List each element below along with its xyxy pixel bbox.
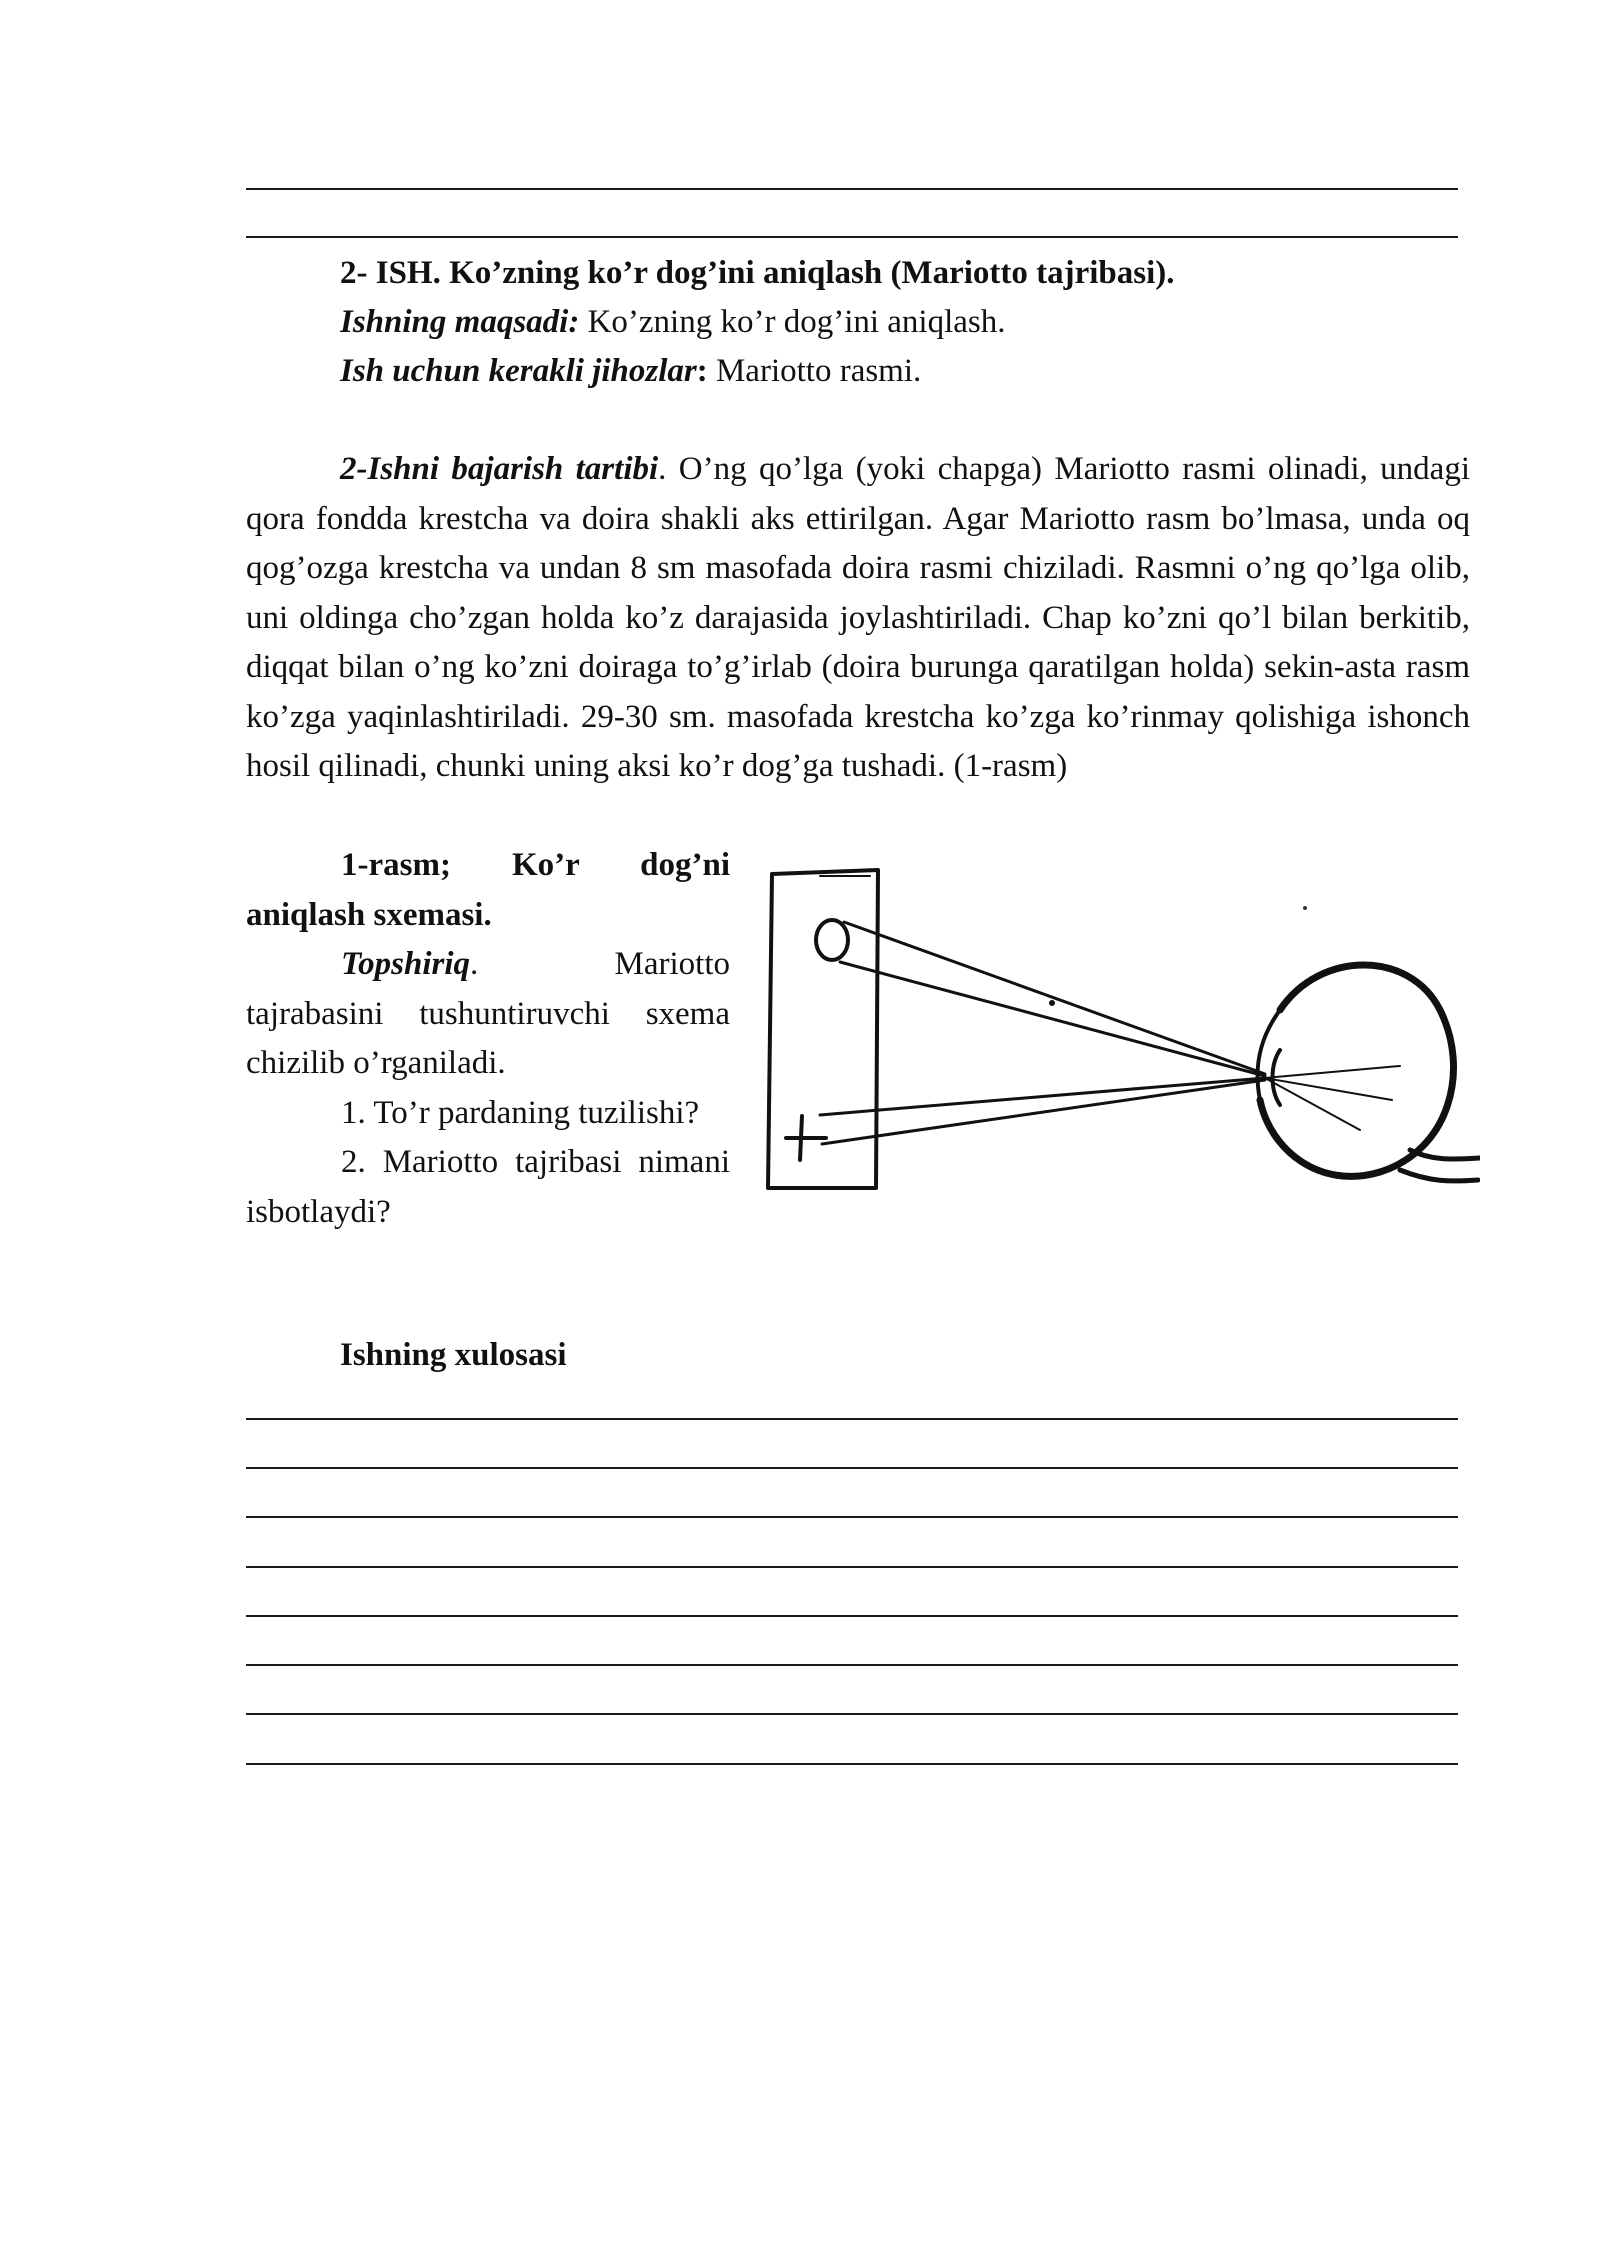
conclusion-answer-line [246,1763,1458,1765]
ray-cross-top [820,1078,1265,1115]
question-item: 2. Mariotto tajribasi nimani isbotlaydi? [246,1144,730,1230]
procedure-text: . O’ng qo’lga (yoki chapga) Mariotto rasmi olinadi, undagi qora fondda krestcha va doira shakli aks ettirilgan. Agar Mariotto rasm bo’lmasa, unda oq qog’ozga krestcha va undan 8 sm masofada doira rasmi chiziladi. Rasmni o’ng qo’lga olib, uni oldinga cho’zgan holda ko’z darajasida joylashtiriladi. Chap ko’zni qo’l bilan berkitib, diqqat bilan o’ng ko’zni doiraga to’g’irlab (doira burunga qaratilgan holda) sekin-asta rasm ko’zga yaqinlashtiriladi. 29-30 sm. masofada krestcha ko’zga ko’rinmay qolishiga ishonch hosil qilinadi, chunki uning aksi ko’r dog’ga tushadi. (1-rasm) [246,451,1470,784]
inner-ray-1 [1265,1066,1400,1078]
procedure-label: 2-Ishni bajarish tartibi [340,451,659,487]
goal-line [340,298,1006,347]
ray-cross-bottom [822,1080,1265,1144]
task-paragraph [246,940,730,1089]
mariotto-scheme-figure [760,860,1480,1200]
conclusion-answer-line [246,1418,1458,1420]
task-label: Topshiriq [341,946,471,982]
card-outline [768,870,878,1188]
conclusion-answer-line [246,1566,1458,1568]
conclusion-answer-line [246,1516,1458,1518]
optic-nerve-bottom [1400,1170,1478,1181]
goal-label: Ishning maqsadi: [340,304,580,340]
conclusion-title: Ishning xulosasi [340,1337,567,1373]
top-answer-line [246,188,1458,190]
conclusion-answer-line [246,1664,1458,1666]
ray-dot [1049,1000,1055,1006]
figure-caption-line2: aniqlash sxemasi. [246,896,492,933]
procedure-paragraph [246,445,1470,792]
cross-mark [786,1116,826,1160]
equipment-colon: : [696,353,708,389]
circle-mark [816,920,848,960]
equipment-line [340,347,921,396]
speck [1303,906,1307,910]
equipment-text: Mariotto rasmi. [707,353,922,389]
top-answer-line [246,236,1458,238]
ray-circle-bottom [840,962,1265,1076]
work-title: 2- ISH. Ko’zning ko’r dog’ini aniqlash (Mariotto tajribasi). [340,255,1175,291]
task-text: . Mariotto tajrabasini tushuntiruvchi sxema chizilib o’rganiladi. [246,946,730,1081]
goal-text: Ko’zning ko’r dog’ini aniqlash. [579,304,1006,340]
ray-circle-top [844,922,1265,1074]
conclusion-answer-line [246,1713,1458,1715]
conclusion-answer-line [246,1467,1458,1469]
conclusion-answer-line [246,1615,1458,1617]
figure-side-text [246,841,730,1237]
question-item: 1. To’r pardaning tuzilishi? [341,1094,700,1131]
equipment-label: Ish uchun kerakli jihozlar [340,353,697,389]
figure-caption-line1: 1-rasm; Ko’r dog’ni [341,847,730,883]
